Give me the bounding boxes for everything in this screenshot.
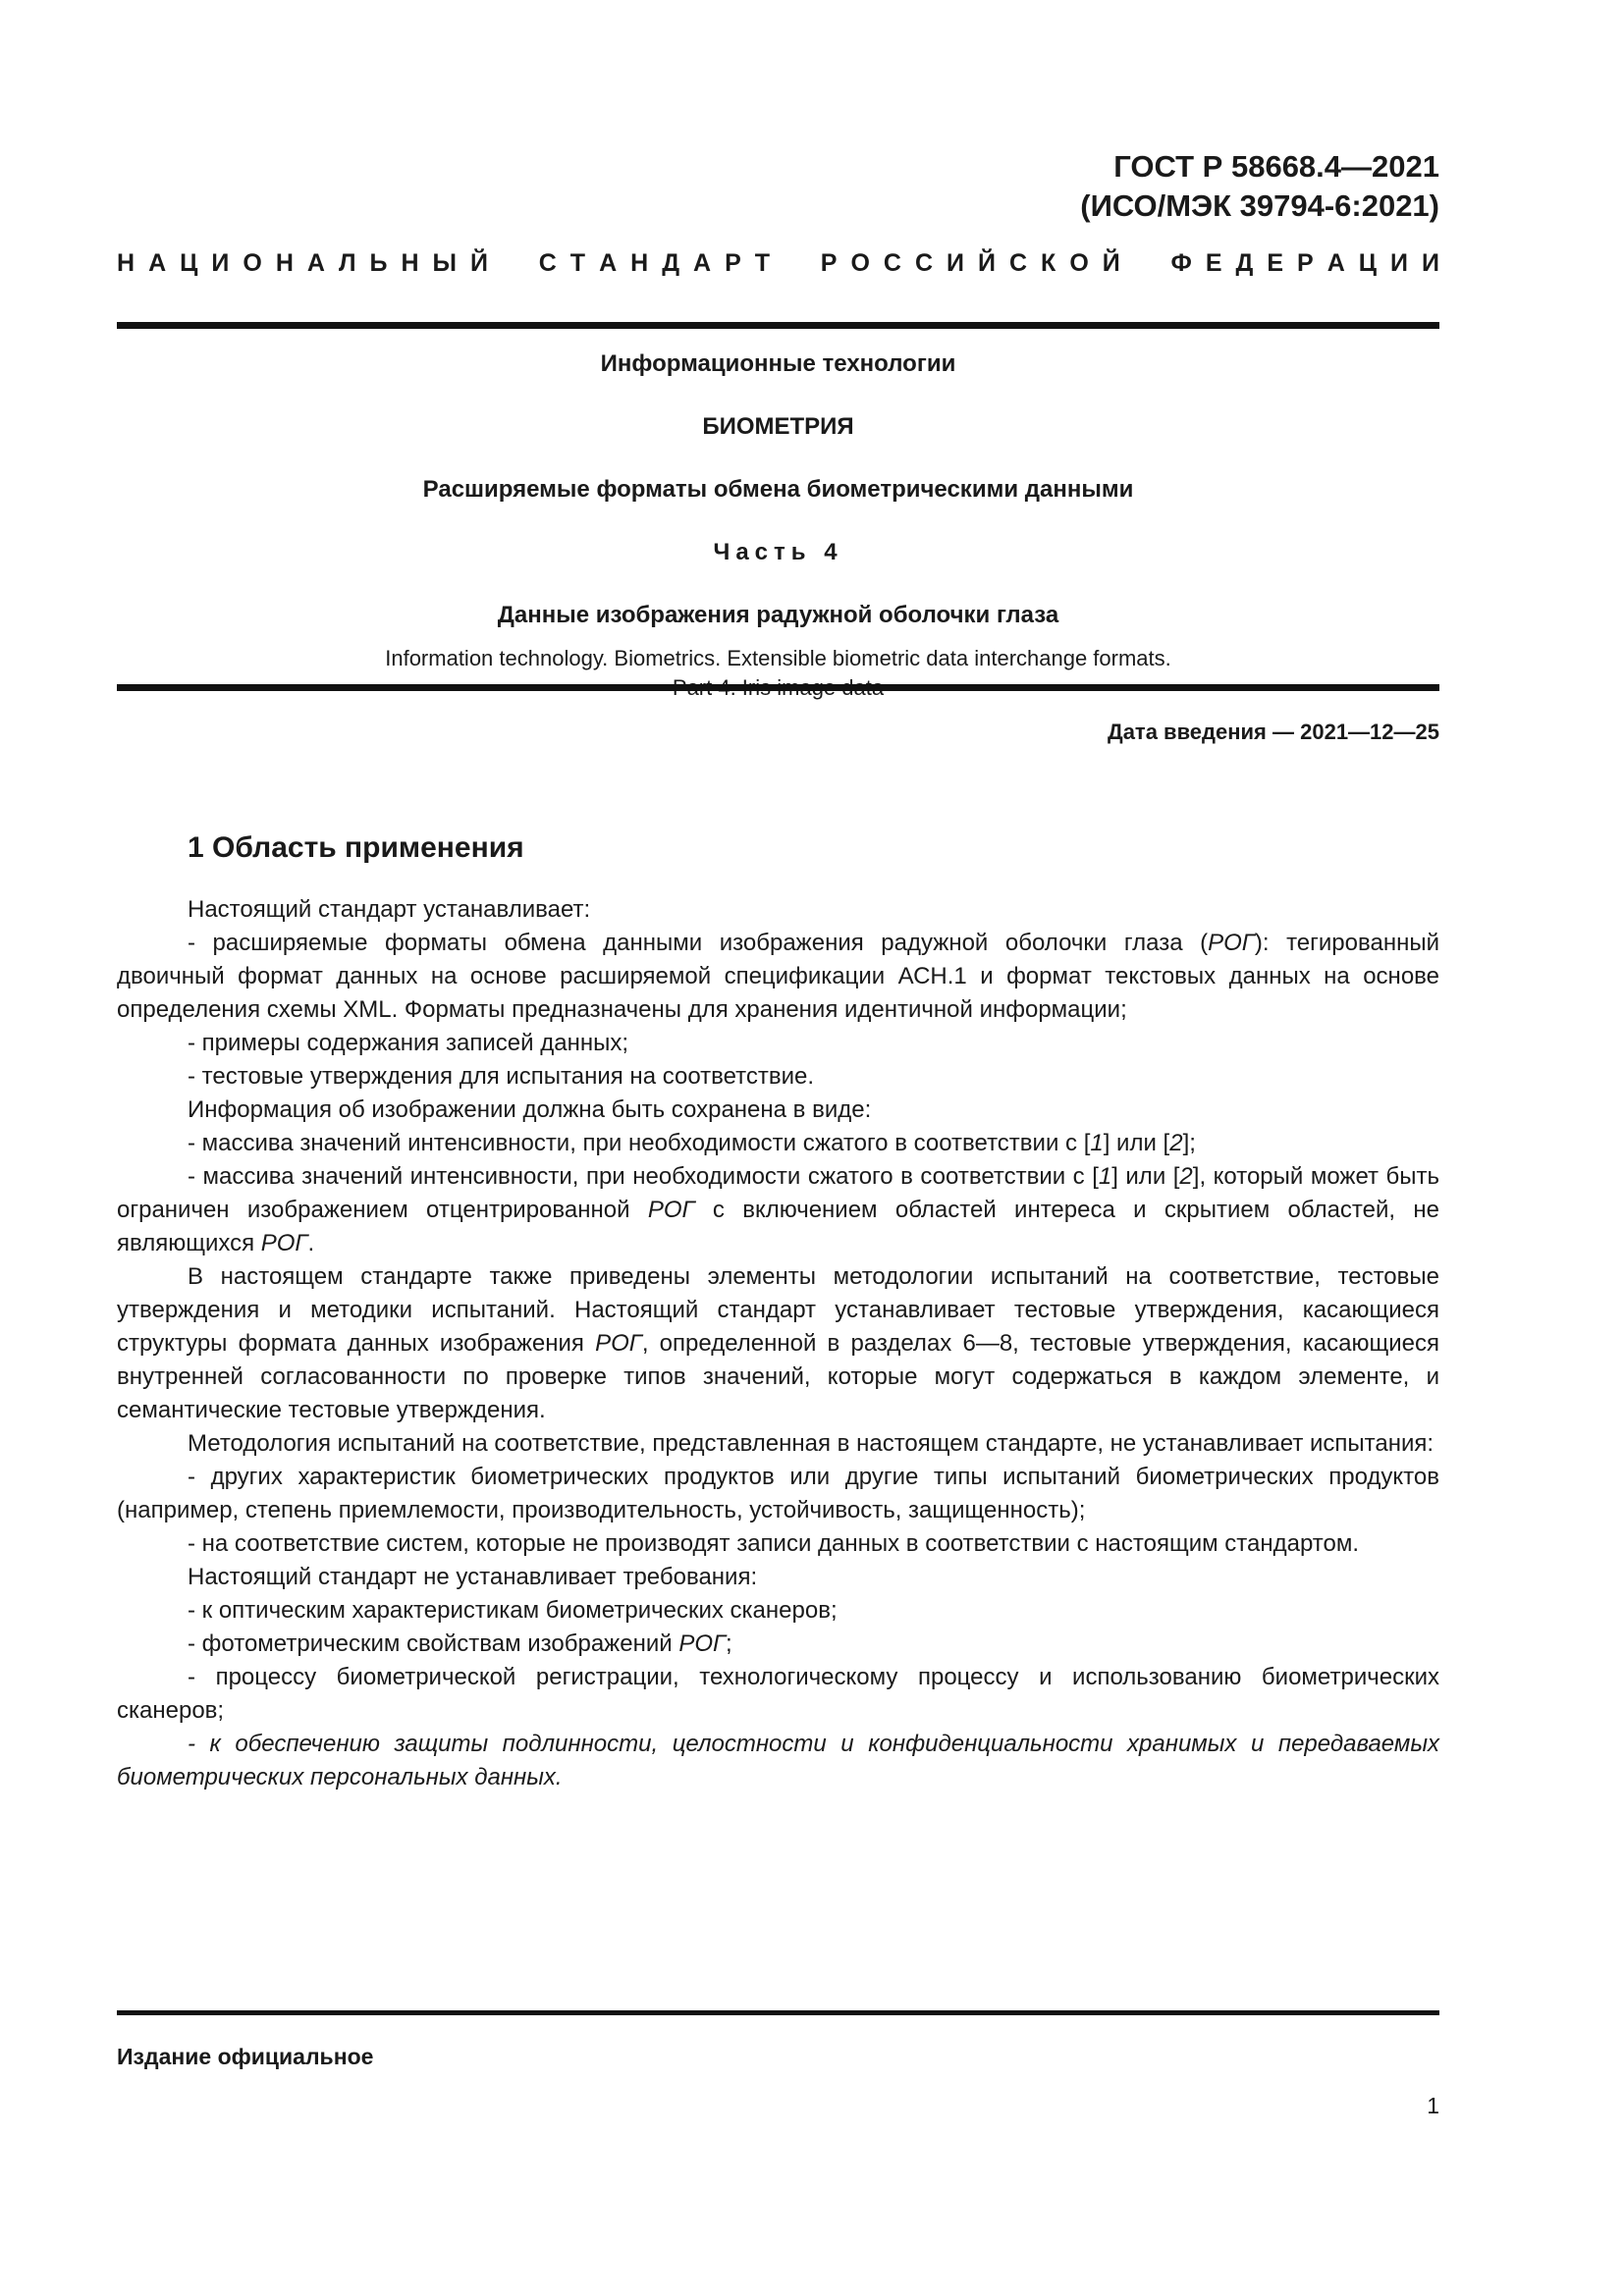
text: ] или [ bbox=[1103, 1130, 1170, 1156]
paragraph bbox=[117, 1160, 1439, 1260]
paragraph bbox=[117, 1060, 1439, 1094]
paragraph bbox=[117, 1628, 1439, 1661]
national-standard-heading bbox=[117, 247, 1439, 279]
category-title: Информационные технологии bbox=[600, 350, 956, 377]
national-word: Н А Ц И О Н А Л Ь Н Ы Й bbox=[117, 249, 488, 277]
text: ): тегированный двоичный формат данных на основе расширяемой спецификации АСН.1 и формат текстовых данных на основе определения схемы XML. Форматы предназначены для хранения идентичной информации; bbox=[117, 930, 1439, 1023]
national-word: Р О С С И Й С К О Й bbox=[820, 249, 1120, 277]
text: - на соответствие систем, которые не производят записи данных в соответствии с настоящим стандартом. bbox=[188, 1530, 1360, 1557]
text: - массива значений интенсивности, при необходимости сжатого в соответствии с [ bbox=[188, 1130, 1091, 1156]
text: Настоящий стандарт устанавливает: bbox=[188, 896, 591, 923]
top-rule bbox=[117, 322, 1439, 329]
standard-code-line1: ГОСТ Р 58668.4—2021 bbox=[1113, 149, 1439, 184]
reference: 1 bbox=[1098, 1163, 1112, 1190]
national-word: Ф Е Д Е Р А Ц И И bbox=[1170, 249, 1439, 277]
paragraph bbox=[117, 1427, 1439, 1461]
paragraph bbox=[117, 1561, 1439, 1594]
abbreviation: РОГ bbox=[678, 1630, 727, 1657]
official-edition-label: Издание официальное bbox=[117, 2044, 374, 2069]
text: . bbox=[307, 1230, 315, 1256]
text: ] или [ bbox=[1111, 1163, 1180, 1190]
reference: 1 bbox=[1090, 1130, 1104, 1156]
page-number: 1 bbox=[1427, 2093, 1439, 2118]
text: - к оптическим характеристикам биометрических сканеров; bbox=[188, 1597, 838, 1624]
national-word: С Т А Н Д А Р Т bbox=[538, 249, 771, 277]
paragraph bbox=[117, 1461, 1439, 1527]
title-block bbox=[117, 349, 1439, 703]
text: В настоящем стандарте также приведены элементы методологии испытаний на соответствие, тестовые утверждения и методики испытаний. Настоящий стандарт устанавливает тестовые утверждения, касающиеся структуры формата данных изображения bbox=[117, 1263, 1439, 1357]
bottom-rule bbox=[117, 2010, 1439, 2015]
text: ]; bbox=[1182, 1130, 1196, 1156]
text: , определенной в разделах 6—8, тестовые утверждения, касающиеся внутренней согласованности по проверке типов значений, которые могут содержаться в каждом элементе, и семантические тестовые утверждения. bbox=[117, 1330, 1439, 1423]
section-body bbox=[117, 893, 1439, 1794]
text: - фотометрическим свойствам изображений bbox=[188, 1630, 679, 1657]
paragraph bbox=[117, 1594, 1439, 1628]
text: - расширяемые форматы обмена данными изображения радужной оболочки глаза ( bbox=[188, 930, 1209, 956]
english-title-line1: Information technology. Biometrics. Extensible biometric data interchange formats. bbox=[385, 646, 1171, 670]
document-title: Данные изображения радужной оболочки глаза bbox=[497, 602, 1059, 628]
text: Информация об изображении должна быть сохранена в виде: bbox=[188, 1096, 872, 1123]
text: - тестовые утверждения для испытания на соответствие. bbox=[188, 1063, 815, 1090]
text: - других характеристик биометрических продуктов или другие типы испытаний биометрических продуктов (например, степень приемлемости, производительность, устойчивость, защищенность); bbox=[117, 1464, 1439, 1523]
series-title: Расширяемые форматы обмена биометрическими данными bbox=[422, 476, 1134, 503]
paragraph bbox=[117, 1094, 1439, 1127]
standard-code-line2: (ИСО/МЭК 39794-6:2021) bbox=[1080, 188, 1439, 223]
text: - примеры содержания записей данных; bbox=[188, 1030, 628, 1056]
text: - процессу биометрической регистрации, технологическому процессу и использованию биометрических сканеров; bbox=[117, 1664, 1439, 1724]
abbreviation: РОГ bbox=[647, 1197, 695, 1223]
text: - массива значений интенсивности, при необходимости сжатого в соответствии с [ bbox=[188, 1163, 1099, 1190]
italic-text: - к обеспечению защиты подлинности, целостности и конфиденциальности хранимых и передаваемых биометрических персональных данных. bbox=[117, 1731, 1439, 1790]
text: ], который может быть ограничен изображением отцентрированной bbox=[117, 1163, 1440, 1223]
section-title: 1 Область применения bbox=[188, 831, 524, 864]
paragraph bbox=[117, 1127, 1439, 1160]
paragraph bbox=[117, 1661, 1439, 1728]
abbreviation: РОГ bbox=[595, 1330, 642, 1357]
paragraph bbox=[117, 1527, 1439, 1561]
paragraph bbox=[117, 1728, 1439, 1794]
middle-rule bbox=[117, 684, 1439, 691]
reference: 2 bbox=[1169, 1130, 1183, 1156]
paragraph bbox=[117, 927, 1439, 1027]
abbreviation: РОГ bbox=[260, 1230, 308, 1256]
standard-code bbox=[1080, 147, 1439, 226]
subject-title: БИОМЕТРИЯ bbox=[702, 413, 854, 440]
text: ; bbox=[726, 1630, 732, 1657]
reference: 2 bbox=[1179, 1163, 1193, 1190]
paragraph bbox=[117, 1260, 1439, 1427]
text: Методология испытаний на соответствие, представленная в настоящем стандарте, не устанавливает испытания: bbox=[188, 1430, 1435, 1457]
text: с включением областей интереса и скрытием областей, не являющихся bbox=[117, 1197, 1439, 1256]
abbreviation: РОГ bbox=[1208, 930, 1255, 956]
paragraph bbox=[117, 1027, 1439, 1060]
part-title: Часть 4 bbox=[713, 539, 843, 565]
text: Настоящий стандарт не устанавливает требования: bbox=[188, 1564, 758, 1590]
paragraph bbox=[117, 893, 1439, 927]
introduction-date: Дата введения — 2021—12—25 bbox=[1108, 720, 1439, 744]
